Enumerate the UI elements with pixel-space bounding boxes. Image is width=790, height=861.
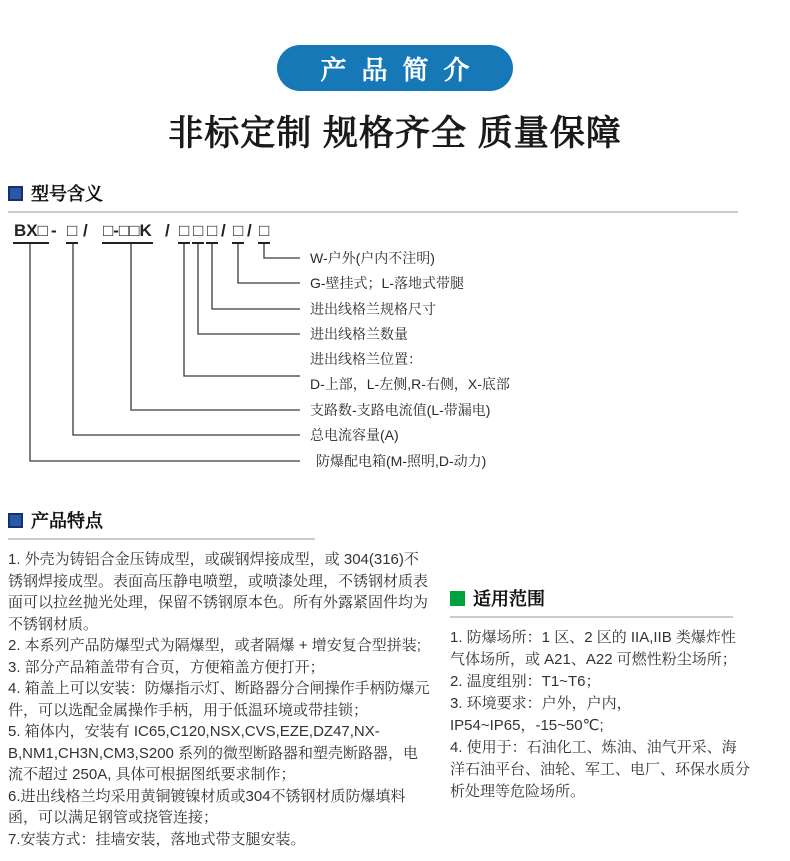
feature-item: 4. 箱盖上可以安装：防爆指示灯、断路器分合闸操作手柄防爆元件，可以选配金属操作手柄，用于低温环境或带挂锁； — [8, 680, 430, 719]
features-column — [8, 507, 432, 850]
model-label-outdoor: W-户外(户内不注明) — [310, 250, 435, 266]
green-square-bullet-icon — [450, 591, 465, 606]
product-intro-banner — [277, 45, 513, 91]
model-label-branch-current: 支路数-支路电流值(L-带漏电) — [310, 402, 491, 418]
model-code-segment: / — [247, 221, 252, 240]
section-header-model-meaning — [8, 180, 738, 213]
section-header-scope — [450, 585, 733, 618]
model-code-segment: □ — [192, 221, 204, 244]
section-title: 型号含义 — [31, 184, 103, 204]
page-headline: 非标定制 规格齐全 质量保障 — [168, 114, 622, 153]
model-code-segment: □ — [178, 221, 190, 244]
model-code-segment: □ — [66, 221, 78, 244]
model-label-gland-qty: 进出线格兰数量 — [310, 326, 408, 342]
scope-item: 4. 使用于：石油化工、炼油、油气开采、海洋石油平台、油轮、军工、电厂、环保水质分析处理等危险场所。 — [450, 739, 751, 800]
section-header-features — [8, 507, 315, 540]
model-label-gland-size: 进出线格兰规格尺寸 — [310, 301, 436, 317]
model-code-segment: / — [221, 221, 226, 240]
section-title: 产品特点 — [31, 511, 103, 531]
model-code-segment: BX□ — [13, 221, 49, 244]
feature-item: 7.安装方式：挂墙安装，落地式带支腿安装。 — [8, 830, 306, 848]
model-label-box-type: 防爆配电箱(M-照明,D-动力) — [316, 453, 487, 469]
scope-item: 3. 环境要求：户外，户内，IP54~IP65，-15~50℃; — [450, 695, 632, 734]
blue-square-bullet-icon — [8, 513, 23, 528]
model-code-segment: - — [51, 221, 57, 240]
feature-item: 3. 部分产品箱盖带有合页，方便箱盖方便打开； — [8, 658, 325, 676]
model-code-diagram — [0, 221, 790, 473]
scope-item: 2. 温度组别：T1~T6； — [450, 673, 601, 690]
scope-item: 1. 防爆场所：1 区、2 区的 IIA,IIB 类爆炸性气体场所，或 A21、A22 可燃性粉尘场所； — [450, 629, 737, 668]
banner-title: 产品简介 — [320, 54, 485, 85]
content-columns — [8, 507, 782, 850]
scope-list — [450, 627, 750, 803]
feature-item: 1. 外壳为铸铝合金压铸成型，或碳钢焊接成型，或 304(316)不锈钢焊接成型。表面高压静电喷塑，或喷漆处理，不锈钢材质表面可以拉丝抛光处理，保留不锈钢原本色。所有外露紧固件均为不锈钢材质。 — [8, 551, 429, 633]
feature-item: 6.进出线格兰均采用黄铜镀镍材质或304不锈钢材质防爆填料函，可以满足钢管或挠管连接； — [8, 787, 406, 826]
model-code-segment: □ — [232, 221, 244, 244]
section-title: 适用范围 — [473, 589, 545, 609]
blue-square-bullet-icon — [8, 186, 23, 201]
features-list — [8, 549, 432, 850]
model-code-segment: / — [165, 221, 170, 240]
model-label-gland-position: 进出线格兰位置： — [310, 351, 422, 367]
model-code-segment: □-□□K — [102, 221, 153, 244]
model-label-position-codes: D-上部，L-左侧,R-右侧，X-底部 — [310, 376, 510, 392]
model-code-segment: / — [83, 221, 88, 240]
model-code-segment: □ — [206, 221, 218, 244]
feature-item: 2. 本系列产品防爆型式为隔爆型，或者隔爆 + 增安复合型拼装; — [8, 637, 421, 654]
feature-item: 5. 箱体内，安装有 IC65,C120,NSX,CVS,EZE,DZ47,NX-B,NM1,CH3N,CM3,S200 系列的微型断路器和塑壳断路器，电流不超过 250A, 具体可根据图纸要求制作； — [8, 723, 419, 783]
scope-column — [450, 585, 750, 850]
model-label-total-current: 总电流容量(A) — [310, 427, 399, 443]
model-label-mount-type: G-壁挂式；L-落地式带腿 — [310, 275, 464, 291]
model-code-segment: □ — [258, 221, 270, 244]
